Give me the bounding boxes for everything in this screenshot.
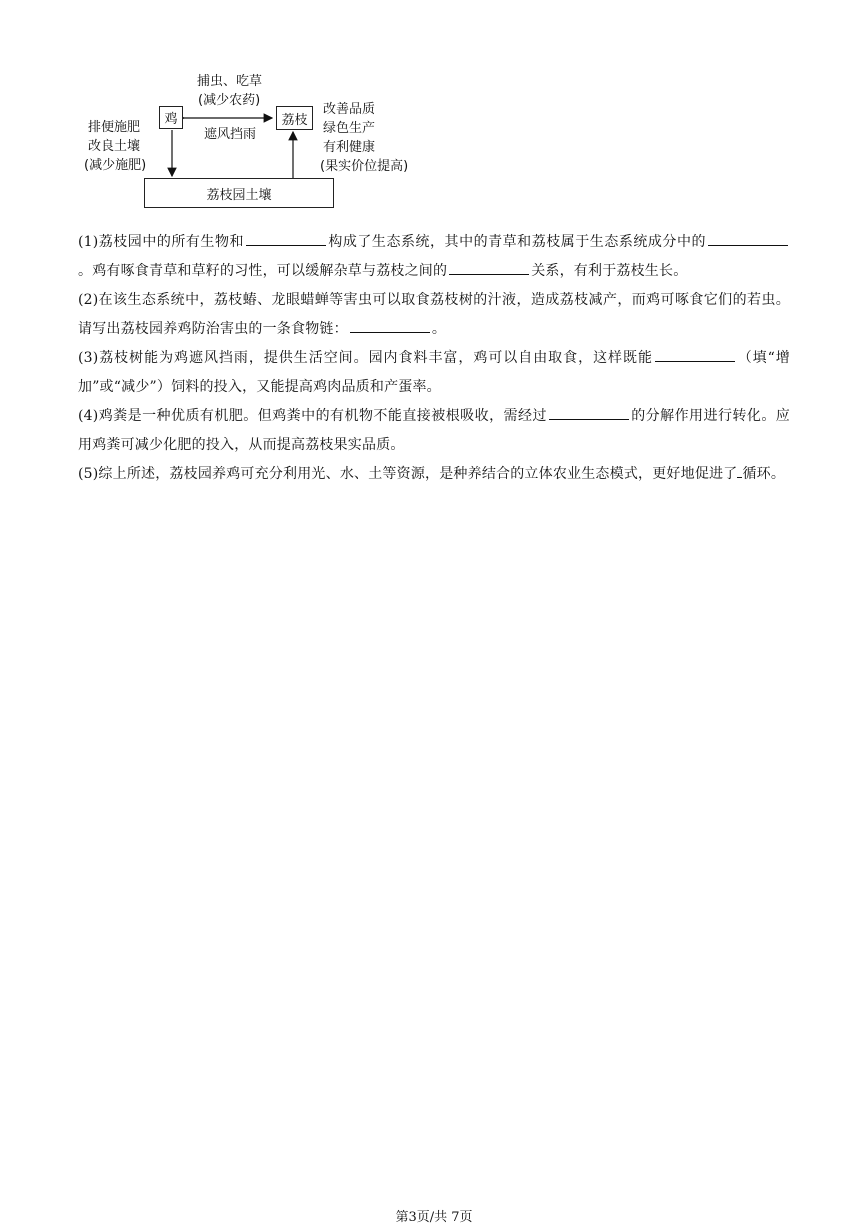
top-label-1: 捕虫、吃草 [197, 74, 263, 89]
left-label-3: (减少施肥) [84, 158, 147, 173]
answer-blank-5[interactable] [655, 344, 735, 362]
left-label-2: 改良土壤 [88, 139, 141, 154]
ecosystem-diagram [80, 68, 440, 218]
answer-blank-6[interactable] [549, 402, 629, 420]
right-label-1: 改善品质 [323, 102, 376, 117]
answer-blank-4[interactable] [350, 315, 430, 333]
middle-label: 遮风挡雨 [204, 127, 257, 142]
left-label-1: 排便施肥 [88, 120, 141, 135]
right-label-4: (果实价位提高) [320, 159, 409, 174]
lychee-box: 荔枝 [276, 106, 313, 130]
question-2: (2)在该生态系统中，荔枝蝽、龙眼蜡蝉等害虫可以取食荔枝树的汁液，造成荔枝减产，而鸡可啄食它们的若虫。请写出荔枝园养鸡防治害虫的一条食物链： 。 [78, 292, 790, 337]
answer-blank-1[interactable] [246, 228, 326, 246]
question-1: (1)荔枝园中的所有生物和 构成了生态系统，其中的青草和荔枝属于生态系统成分中的。鸡有啄食青草和草籽的习性，可以缓解杂草与荔枝之间的 关系，有利于荔枝生长。 [78, 228, 790, 286]
answer-blank-3[interactable] [449, 257, 529, 275]
top-label-2: (减少农药) [198, 93, 261, 108]
chicken-box: 鸡 [159, 106, 183, 129]
answer-blank-2[interactable] [708, 228, 788, 246]
right-label-2: 绿色生产 [323, 121, 376, 136]
question-3: (3)荔枝树能为鸡遮风挡雨，提供生活空间。园内食料丰富，鸡可以自由取食，这样既能 （填“增加”或“减少”）饲料的投入，又能提高鸡肉品质和产蛋率。 [78, 344, 790, 402]
soil-box: 荔枝园土壤 [144, 178, 334, 208]
question-4: (4)鸡粪是一种优质有机肥。但鸡粪中的有机物不能直接被根吸收，需经过 的分解作用进行转化。应用鸡粪可减少化肥的投入，从而提高荔枝果实品质。 [78, 402, 790, 460]
right-label-3: 有利健康 [323, 140, 376, 155]
page-footer: 第3页/共 7页 [395, 1210, 473, 1225]
question-body [78, 228, 790, 489]
question-5: (5)综上所述，荔枝园养鸡可充分利用光、水、土等资源，是种养结合的立体农业生态模式，更好地促进了 循环。 [78, 460, 790, 489]
